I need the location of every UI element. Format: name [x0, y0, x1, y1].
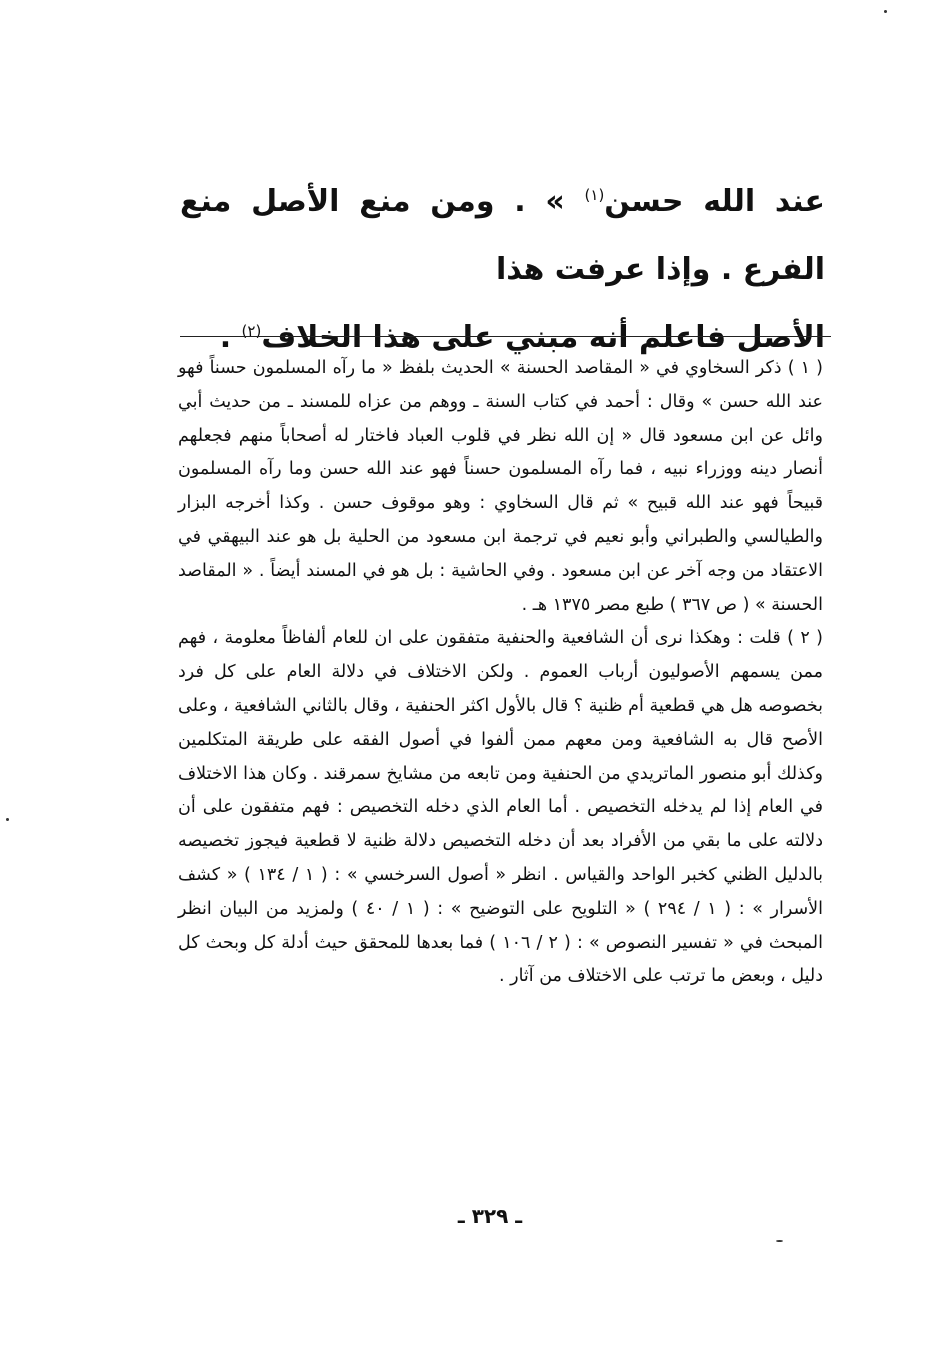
main-text — [180, 168, 825, 372]
main-text-line-1 — [180, 168, 825, 304]
main-text-line-2-part-a: الأصل فاعلم أنه مبني على هذا الخلاف — [261, 320, 825, 355]
scan-speck-left — [6, 818, 9, 821]
main-text-line-1-part-b: » . ومن منع الأصل منع الفرع . وإذا عرفت هذا — [180, 184, 825, 287]
footnote-separator — [180, 336, 831, 337]
footnote-ref-2: (٢) — [241, 322, 262, 340]
footnote-1: ( ١ ) ذكر السخاوي في « المقاصد الحسنة » الحديث بلفظ « ما رآه المسلمون حسناً فهو عند الله حسن » وقال : أحمد في كتاب السنة ـ ووهم من عزاه للمسند ـ من حديث أبي وائل عن ابن مسعود قال « إن الله نظر في قلوب العباد فاختار له أصحاباً منهم فجعلهم أنصار دينه ووزراء نبيه ، فما رآه المسلمون حسناً فهو عند الله حسن وما رآه المسلمون قبيحاً فهو عند الله قبيح » ثم قال السخاوي : وهو موقوف حسن . وكذا أخرجه البزار والطيالسي والطبراني وأبو نعيم في ترجمة ابن مسعود من الحلية بل هو عند البيهقي في الاعتقاد من وجه آخر عن ابن مسعود . وفي الحاشية : بل هو في المسند أيضاً . « المقاصد الحسنة » ( ص ٣٦٧ ) طبع مصر ١٣٧٥ هـ . — [178, 358, 824, 615]
page-number: ـ ٣٢٩ ـ — [457, 1204, 523, 1228]
footnotes — [178, 352, 823, 994]
scan-speck-top-right — [884, 10, 887, 13]
scan-speck-bottom — [776, 1240, 783, 1242]
footnote-2: ( ٢ ) قلت : وهكذا نرى أن الشافعية والحنفية متفقون على ان للعام ألفاظاً معلومة ، فهم ممن يسمهم الأصوليون أرباب العموم . ولكن الاختلاف في دلالة العام على كل فرد بخصوصه هل هي قطعية أم ظنية ؟ قال بالأول اكثر الحنفية ، وقال بالثاني الشافعية ، وعلى الأصح قال به الشافعية ومن معهم ممن ألفوا في أصول الفقه على طريقة المتكلمين وكذلك أبو منصور الماتريدي من الحنفية ومن تابعه من مشايخ سمرقند . وكان هذا الاختلاف في العام إذا لم يدخله التخصيص . أما العام الذي دخله التخصيص : فهم متفقون على أن دلالته على ما بقي من الأفراد بعد أن دخله التخصيص دلالة ظنية لا قطعية فيجوز تخصيصه بالدليل الظني كخبر الواحد والقياس . انظر « أصول السرخسي » : ( ١ / ١٣٤ ) « كشف الأسرار » : ( ١ / ٢٩٤ ) « التلويح على التوضيح » : ( ١ / ٤٠ ) ولمزيد من البيان انظر المبحث في « تفسير النصوص » : ( ٢ / ١٠٦ ) فما بعدها للمحقق حيث أدلة كل وبحث كل دليل ، وبعض ما ترتب على الاختلاف من آثار . — [178, 628, 824, 987]
main-text-line-2-part-b: . — [219, 320, 242, 355]
main-text-line-1-part-a: عند الله حسن — [604, 184, 825, 219]
footnote-ref-1: (١) — [584, 186, 605, 204]
